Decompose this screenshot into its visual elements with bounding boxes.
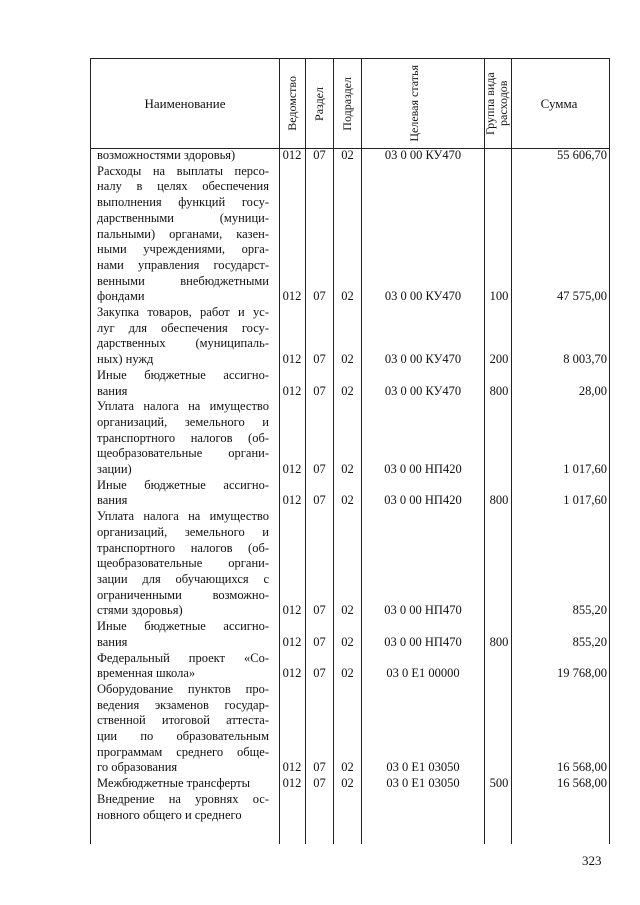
row-celevaya: 03 0 00 НП420 <box>384 493 462 508</box>
table-row <box>91 164 609 305</box>
row-celevaya: 03 0 Е1 03050 <box>386 776 460 791</box>
header-gruppa: Группа вида расходов <box>483 72 510 135</box>
row-vedomstvo: 012 <box>282 776 302 791</box>
row-summa: 855,20 <box>572 634 607 649</box>
header-summa: Сумма <box>540 95 578 111</box>
row-summa: 28,00 <box>578 383 607 398</box>
row-name-line: ных) нужд <box>97 352 154 367</box>
row-razdel: 07 <box>313 760 326 775</box>
row-name-line: выполнения функций госу- <box>97 195 269 210</box>
row-razdel: 07 <box>313 148 326 162</box>
row-podrazdel: 02 <box>341 776 354 791</box>
row-podrazdel: 02 <box>341 493 354 508</box>
table-row <box>91 368 609 399</box>
table-row <box>91 509 609 619</box>
table-row <box>91 776 609 792</box>
row-summa: 1 017,60 <box>563 462 607 477</box>
row-vedomstvo: 012 <box>282 148 302 162</box>
row-name-line: зации) <box>97 462 132 477</box>
row-podrazdel: 02 <box>341 603 354 618</box>
row-name <box>97 619 269 650</box>
header-name: Наименование <box>144 95 226 111</box>
row-name-line: транспортного налогов (об- <box>97 430 269 445</box>
row-name-line: новного общего и среднего <box>97 807 242 822</box>
row-celevaya: 03 0 00 НП420 <box>384 462 462 477</box>
row-name-line: организаций, земельного и <box>97 414 269 429</box>
row-name-line: временная школа» <box>97 666 196 681</box>
row-vedomstvo: 012 <box>282 289 302 304</box>
row-name <box>97 682 269 776</box>
row-podrazdel: 02 <box>341 352 354 367</box>
row-name <box>97 399 269 478</box>
row-name-line: вания <box>97 493 128 508</box>
row-celevaya: 03 0 00 КУ470 <box>384 352 462 367</box>
row-name-line: транспортного налогов (об- <box>97 540 269 555</box>
table-row <box>91 478 609 509</box>
row-name-line: организаций, земельного и <box>97 524 269 539</box>
row-razdel: 07 <box>313 493 326 508</box>
row-razdel: 07 <box>313 352 326 367</box>
row-name-line: Межбюджетные трансферты <box>97 776 251 791</box>
table-row <box>91 305 609 368</box>
row-name-line: ции по образовательным <box>97 729 269 744</box>
row-vedomstvo: 012 <box>282 352 302 367</box>
row-summa: 855,20 <box>572 603 607 618</box>
row-name-line: луг для обеспечения госу- <box>97 320 269 335</box>
row-gruppa: 800 <box>489 383 509 398</box>
row-name-line: Уплата налога на имущество <box>97 509 269 524</box>
row-gruppa: 100 <box>489 289 509 304</box>
row-gruppa: 800 <box>489 493 509 508</box>
row-razdel: 07 <box>313 289 326 304</box>
row-name-line: дарственных (муниципаль- <box>97 336 269 351</box>
row-podrazdel: 02 <box>341 148 354 162</box>
row-razdel: 07 <box>313 603 326 618</box>
row-podrazdel: 02 <box>341 634 354 649</box>
row-name <box>97 509 269 619</box>
row-vedomstvo: 012 <box>282 383 302 398</box>
row-name-line: щеобразовательные органи- <box>97 446 269 461</box>
row-vedomstvo: 012 <box>282 603 302 618</box>
row-vedomstvo: 012 <box>282 634 302 649</box>
row-name-line: венными внебюджетными <box>97 273 269 288</box>
row-vedomstvo: 012 <box>282 760 302 775</box>
table-row <box>91 682 609 776</box>
row-gruppa: 500 <box>489 776 509 791</box>
row-name-line: го образования <box>97 760 178 775</box>
row-vedomstvo: 012 <box>282 666 302 681</box>
row-name-line: программам среднего обще- <box>97 744 269 759</box>
row-name-line: дарственными (муници- <box>97 210 269 225</box>
row-name-line: ными учреждениями, орга- <box>97 242 269 257</box>
row-podrazdel: 02 <box>341 462 354 477</box>
header-vedomstvo: Ведомство <box>284 76 299 131</box>
row-gruppa: 200 <box>489 352 509 367</box>
row-name-line: вания <box>97 634 128 649</box>
table-row <box>91 399 609 478</box>
table-body <box>91 148 609 823</box>
row-summa: 8 003,70 <box>563 352 607 367</box>
row-name <box>97 792 269 823</box>
row-vedomstvo: 012 <box>282 493 302 508</box>
row-name-line: Иные бюджетные ассигно- <box>97 367 269 382</box>
row-razdel: 07 <box>313 634 326 649</box>
row-name-line: Закупка товаров, работ и ус- <box>97 305 269 320</box>
row-podrazdel: 02 <box>341 666 354 681</box>
row-podrazdel: 02 <box>341 289 354 304</box>
row-name-line: налу в целях обеспечения <box>97 179 269 194</box>
row-name-line: возможностями здоровья) <box>97 148 236 162</box>
row-name-line: Иные бюджетные ассигно- <box>97 477 269 492</box>
row-name <box>97 651 269 682</box>
row-name-line: ведения экзаменов государ- <box>97 697 269 712</box>
row-celevaya: 03 0 00 НП470 <box>384 603 462 618</box>
row-celevaya: 03 0 Е1 03050 <box>386 760 460 775</box>
row-name <box>97 368 269 399</box>
row-vedomstvo: 012 <box>282 462 302 477</box>
budget-table <box>90 58 610 844</box>
row-celevaya: 03 0 Е1 00000 <box>386 666 460 681</box>
row-name-line: Оборудование пунктов про- <box>97 681 269 696</box>
row-summa: 55 606,70 <box>557 148 607 162</box>
row-name-line: Уплата налога на имущество <box>97 399 269 414</box>
row-name-line: ограниченными возможно- <box>97 587 269 602</box>
row-name-line: пальными) органами, казен- <box>97 226 269 241</box>
row-razdel: 07 <box>313 666 326 681</box>
row-podrazdel: 02 <box>341 760 354 775</box>
row-razdel: 07 <box>313 383 326 398</box>
row-name-line: щеобразовательные органи- <box>97 556 269 571</box>
row-name-line: нами управления государст- <box>97 257 269 272</box>
row-name <box>97 148 269 164</box>
row-celevaya: 03 0 00 НП470 <box>384 634 462 649</box>
row-summa: 19 768,00 <box>557 666 607 681</box>
row-name-line: зации для обучающихся с <box>97 571 269 586</box>
row-summa: 1 017,60 <box>563 493 607 508</box>
table-row <box>91 619 609 650</box>
table-row <box>91 651 609 682</box>
row-name-line: стями здоровья) <box>97 603 183 618</box>
row-gruppa: 800 <box>489 634 509 649</box>
header-podrazdel: Подраздел <box>339 76 354 131</box>
header-razdel: Раздел <box>311 86 326 121</box>
row-razdel: 07 <box>313 462 326 477</box>
row-name-line: вания <box>97 383 128 398</box>
row-name-line: Федеральный проект «Со- <box>97 650 269 665</box>
row-celevaya: 03 0 00 КУ470 <box>384 148 462 162</box>
header-celevaya: Целевая статья <box>406 65 421 142</box>
row-name <box>97 305 269 368</box>
row-name <box>97 776 269 792</box>
row-summa: 16 568,00 <box>557 776 607 791</box>
row-name-line: Иные бюджетные ассигно- <box>97 619 269 634</box>
table-row <box>91 792 609 823</box>
row-name-line: Внедрение на уровнях ос- <box>97 791 269 806</box>
row-summa: 16 568,00 <box>557 760 607 775</box>
row-celevaya: 03 0 00 КУ470 <box>384 383 462 398</box>
row-name-line: ственной итоговой аттеста- <box>97 713 269 728</box>
row-razdel: 07 <box>313 776 326 791</box>
row-summa: 47 575,00 <box>557 289 607 304</box>
row-name-line: фондами <box>97 289 145 304</box>
table-row <box>91 148 609 164</box>
row-name-line: Расходы на выплаты персо- <box>97 163 269 178</box>
row-name <box>97 164 269 305</box>
row-celevaya: 03 0 00 КУ470 <box>384 289 462 304</box>
row-podrazdel: 02 <box>341 383 354 398</box>
page-number: 323 <box>582 853 602 868</box>
row-name <box>97 478 269 509</box>
